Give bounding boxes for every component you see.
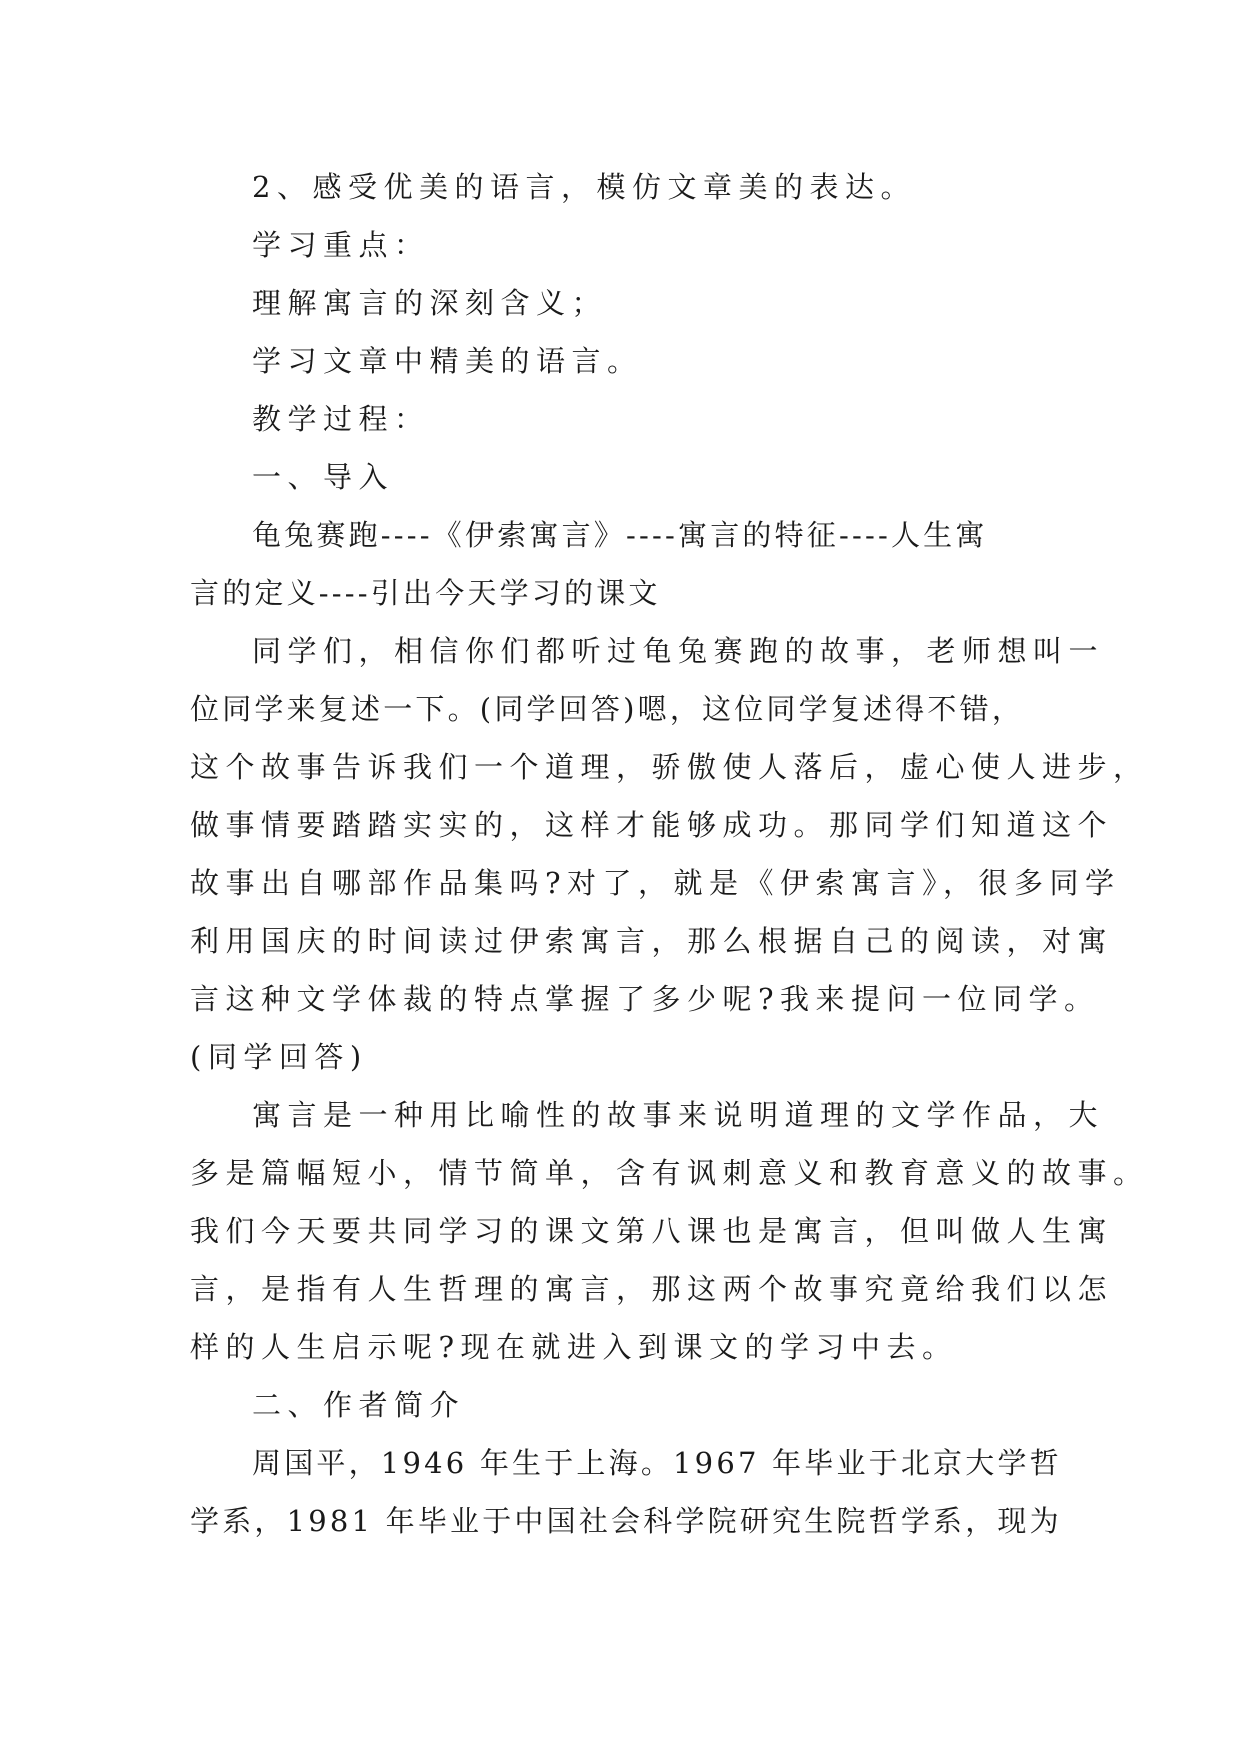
text-line: 言这种文学体裁的特点掌握了多少呢?我来提问一位同学。 xyxy=(190,982,1100,1016)
text-line: 周国平，1946 年生于上海。1967 年毕业于北京大学哲 xyxy=(252,1446,1062,1480)
text-line: 这个故事告诉我们一个道理，骄傲使人落后，虚心使人进步， xyxy=(190,750,1149,784)
text-line: 故事出自哪部作品集吗?对了，就是《伊索寓言》，很多同学 xyxy=(190,866,1121,900)
text-line: 理解寓言的深刻含义； xyxy=(252,286,608,320)
section-heading: 学习重点： xyxy=(252,228,430,262)
text-line: 利用国庆的时间读过伊索寓言，那么根据自己的阅读，对寓 xyxy=(190,924,1114,958)
text-line: 寓言是一种用比喻性的故事来说明道理的文学作品，大 xyxy=(252,1098,1105,1132)
text-line: 我们今天要共同学习的课文第八课也是寓言，但叫做人生寓 xyxy=(190,1214,1114,1248)
text-line: 学习文章中精美的语言。 xyxy=(252,344,643,378)
text-line: 学系，1981 年毕业于中国社会科学院研究生院哲学系，现为 xyxy=(190,1504,1062,1538)
text-line: 多是篇幅短小，情节简单，含有讽刺意义和教育意义的故事。 xyxy=(190,1156,1149,1190)
text-line: 样的人生启示呢?现在就进入到课文的学习中去。 xyxy=(190,1330,958,1364)
text-line: 2、感受优美的语言，模仿文章美的表达。 xyxy=(252,170,916,204)
section-heading: 教学过程： xyxy=(252,402,430,436)
text-line: 位同学来复述一下。(同学回答)嗯，这位同学复述得不错， xyxy=(190,692,1025,726)
section-heading: 一、导入 xyxy=(252,460,395,494)
text-line: 同学们，相信你们都听过龟兔赛跑的故事，老师想叫一 xyxy=(252,634,1105,668)
document-body xyxy=(190,158,1149,1550)
text-line: 言的定义----引出今天学习的课文 xyxy=(190,576,661,610)
text-line: 龟兔赛跑----《伊索寓言》----寓言的特征----人生寓 xyxy=(252,518,988,552)
text-line: 言，是指有人生哲理的寓言，那这两个故事究竟给我们以怎 xyxy=(190,1272,1114,1306)
text-line: 做事情要踏踏实实的，这样才能够成功。那同学们知道这个 xyxy=(190,808,1114,842)
text-line: (同学回答) xyxy=(190,1040,368,1074)
section-heading: 二、作者简介 xyxy=(252,1388,466,1422)
